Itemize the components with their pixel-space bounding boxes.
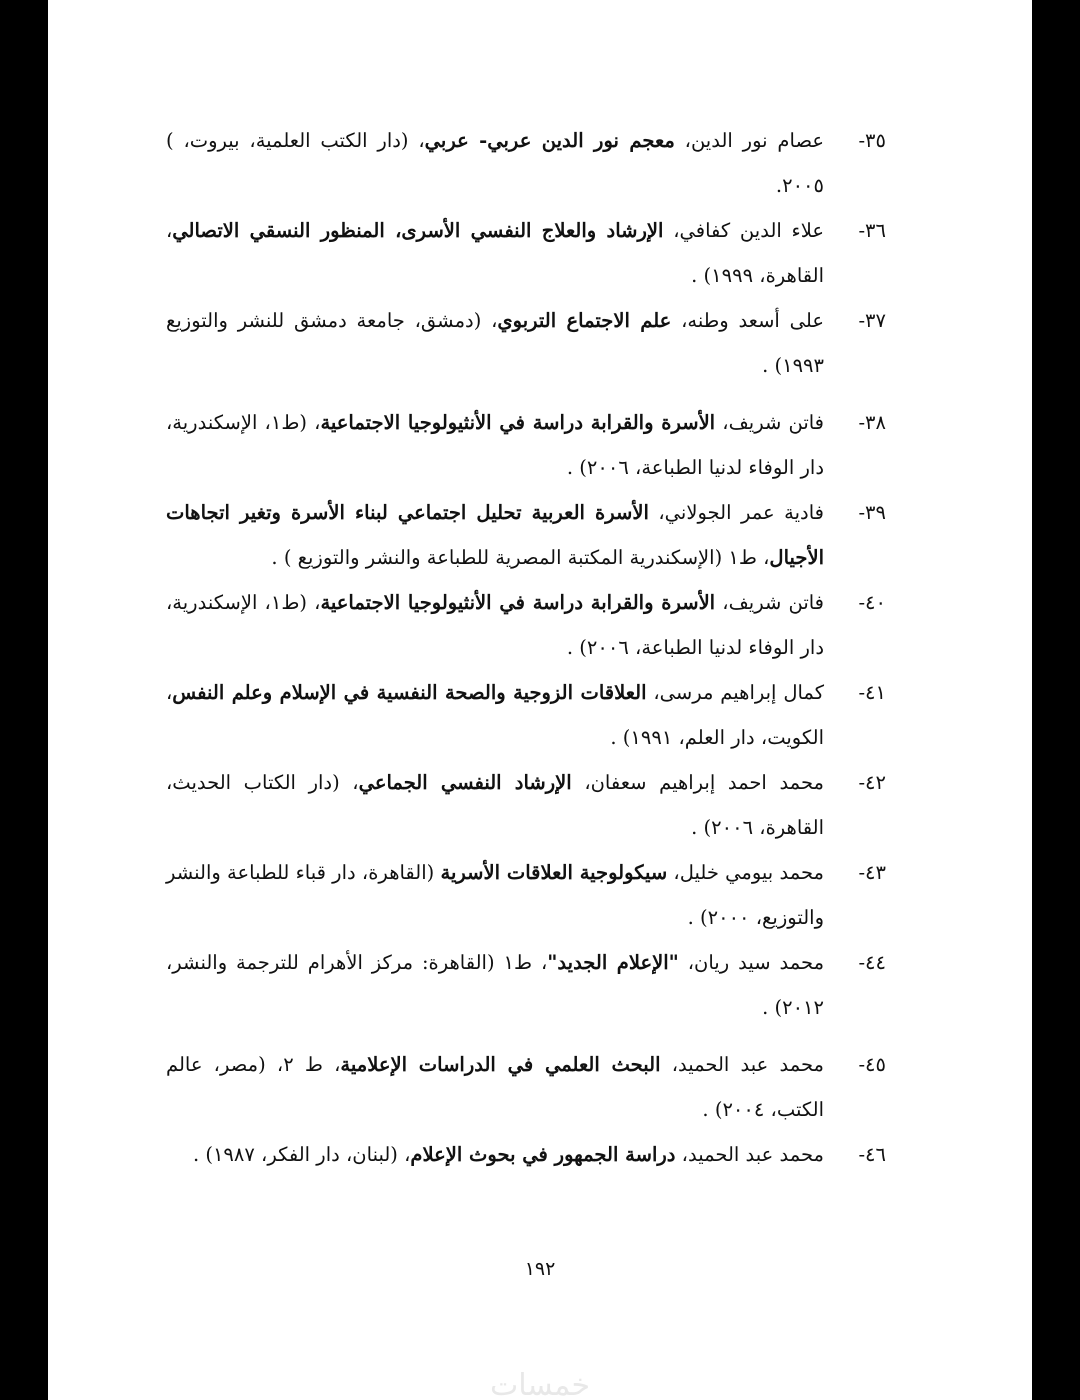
reference-details: ، ط١ (الإسكندرية المكتبة المصرية للطباعة والنشر والتوزيع ) . (271, 546, 770, 569)
reference-details: (القاهرة، دار قباء للطباعة والنشر والتوزيع، ٢٠٠٠) . (166, 861, 824, 929)
reference-title: "الإعلام الجديد" (547, 951, 679, 974)
reference-37 (166, 298, 886, 388)
reference-39 (166, 490, 886, 580)
reference-38 (166, 400, 886, 490)
reference-details: ، (ط١، الإسكندرية، دار الوفاء لدنيا الطباعة، ٢٠٠٦) . (166, 411, 824, 479)
reference-title: البحث العلمي في الدراسات الإعلامية (340, 1053, 661, 1076)
reference-title: الإرشاد النفسي الجماعي (358, 771, 572, 794)
reference-41 (166, 670, 886, 760)
reference-author: علاء الدين كفافي، (663, 219, 824, 242)
reference-details: ، (دار الكتب العلمية، بيروت، ) ٢٠٠٥. (166, 129, 824, 197)
reference-author: محمد احمد إبراهيم سعفان، (571, 771, 824, 794)
reference-44 (166, 940, 886, 1030)
reference-title: الأسرة العربية تحليل اجتماعي لبناء الأسرة وتغير اتجاهات الأجيال (166, 501, 824, 569)
reference-author: محمد عبد الحميد، (660, 1053, 825, 1076)
reference-title: سيكولوجية العلاقات الأسرية (440, 861, 668, 884)
references-list (166, 118, 886, 1177)
reference-number: ٣٩- (858, 501, 886, 524)
reference-author: فادية عمر الجولاني، (648, 501, 824, 524)
reference-details: ، (ط١، الإسكندرية، دار الوفاء لدنيا الطباعة، ٢٠٠٦) . (166, 591, 824, 659)
reference-number: ٣٦- (858, 219, 886, 242)
reference-title: الأسرة والقرابة دراسة في الأنثيولوجيا الاجتماعية (320, 591, 716, 614)
reference-number: ٤٦- (858, 1143, 886, 1166)
reference-details: ، الكويت، دار العلم، ١٩٩١) . (166, 681, 824, 749)
watermark-text: خمسات (489, 1372, 591, 1400)
reference-title: معجم نور الدين عربي- عربي (424, 129, 675, 152)
reference-number: ٤٠- (858, 591, 886, 614)
reference-46 (166, 1132, 886, 1177)
reference-author: على أسعد وطنه، (671, 309, 824, 332)
reference-number: ٣٨- (858, 411, 886, 434)
reference-title: الأسرة والقرابة دراسة في الأنثيولوجيا الاجتماعية (320, 411, 716, 434)
reference-number: ٤١- (858, 681, 886, 704)
reference-details: ، (دار الكتاب الحديث، القاهرة، ٢٠٠٦) . (166, 771, 824, 839)
reference-details: ، ط١ (القاهرة: مركز الأهرام للترجمة والنشر، ٢٠١٢) . (166, 951, 824, 1019)
reference-45 (166, 1042, 886, 1132)
document-page (48, 0, 1032, 1400)
reference-author: فاتن شريف، (715, 591, 825, 614)
reference-author: محمد بيومي خليل، (667, 861, 824, 884)
reference-42 (166, 760, 886, 850)
reference-36 (166, 208, 886, 298)
reference-number: ٣٧- (858, 309, 886, 332)
reference-number: ٤٣- (858, 861, 886, 884)
reference-number: ٣٥- (858, 129, 886, 152)
reference-title: علم الاجتماع التربوي (497, 309, 672, 332)
reference-author: محمد سيد ريان، (678, 951, 825, 974)
watermark-logo (0, 1372, 1080, 1400)
reference-35 (166, 118, 886, 208)
reference-number: ٤٥- (858, 1053, 886, 1076)
reference-number: ٤٢- (858, 771, 886, 794)
reference-details: ، (لبنان، دار الفكر، ١٩٨٧) . (192, 1143, 411, 1166)
reference-40 (166, 580, 886, 670)
reference-details: ، (دمشق، جامعة دمشق للنشر والتوزيع ١٩٩٣) . (166, 309, 824, 377)
reference-43 (166, 850, 886, 940)
reference-title: العلاقات الزوجية والصحة النفسية في الإسلام وعلم النفس (172, 681, 647, 704)
reference-author: محمد عبد الحميد، (675, 1143, 824, 1166)
reference-number: ٤٤- (858, 951, 886, 974)
reference-details: ، ط ٢، (مصر، عالم الكتب، ٢٠٠٤) . (166, 1053, 824, 1121)
reference-author: فاتن شريف، (715, 411, 825, 434)
reference-author: عصام نور الدين، (674, 129, 824, 152)
reference-details: ، القاهرة، ١٩٩٩) . (166, 219, 824, 287)
reference-title: الإرشاد والعلاج النفسي الأسرى، المنظور النسقي الاتصالي (172, 219, 664, 242)
page-number: ١٩٢ (524, 1258, 556, 1280)
reference-title: دراسة الجمهور في بحوث الإعلام (410, 1143, 676, 1166)
reference-author: كمال إبراهيم مرسى، (646, 681, 824, 704)
